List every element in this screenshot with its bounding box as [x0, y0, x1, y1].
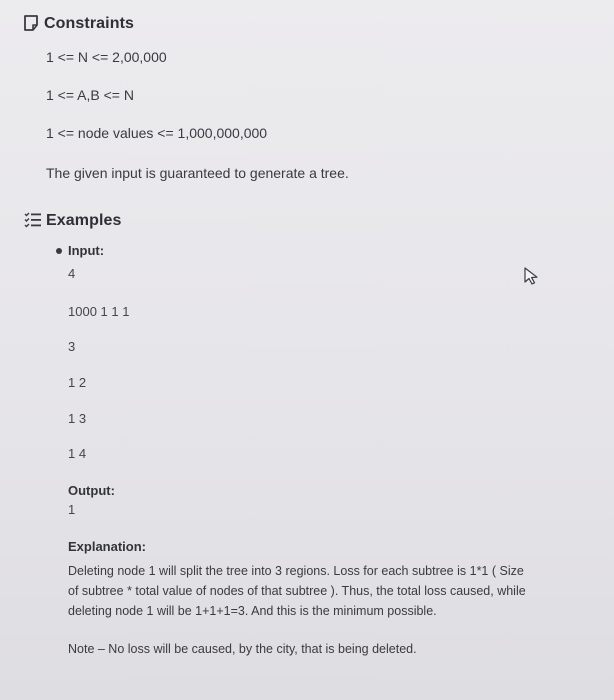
mouse-pointer-icon	[522, 266, 542, 286]
constraints-heading: Constraints	[44, 15, 134, 32]
explanation-line: of subtree * total value of nodes of that subtree ). Thus, the total loss caused, while	[68, 584, 526, 598]
input-line: 1 2	[68, 375, 87, 390]
input-label: Input:	[68, 243, 105, 258]
input-bullet	[56, 248, 62, 254]
input-line: 3	[68, 339, 76, 354]
output-label: Output:	[68, 483, 115, 498]
output-value: 1	[68, 502, 76, 517]
constraint-line-n: 1 <= N <= 2,00,000	[46, 49, 167, 65]
constraint-line-ab: 1 <= A,B <= N	[46, 87, 134, 103]
examples-heading: Examples	[46, 212, 122, 229]
input-line: 1 3	[68, 411, 87, 426]
explanation-label: Explanation:	[68, 539, 147, 554]
constraint-note: The given input is guaranteed to generate a tree.	[46, 165, 349, 181]
input-line: 1000 1 1 1	[68, 304, 130, 319]
input-line: 4	[68, 266, 76, 281]
list-icon	[24, 212, 42, 228]
deletion-note: Note – No loss will be caused, by the city, that is being deleted.	[68, 642, 417, 656]
explanation-line: deleting node 1 will be 1+1+1=3. And this is the minimum possible.	[68, 604, 437, 618]
constraint-line-values: 1 <= node values <= 1,000,000,000	[46, 125, 268, 141]
checkbox-icon	[22, 14, 40, 32]
input-line: 1 4	[68, 446, 87, 461]
explanation-line: Deleting node 1 will split the tree into 3 regions. Loss for each subtree is 1*1 ( Size	[68, 564, 524, 578]
